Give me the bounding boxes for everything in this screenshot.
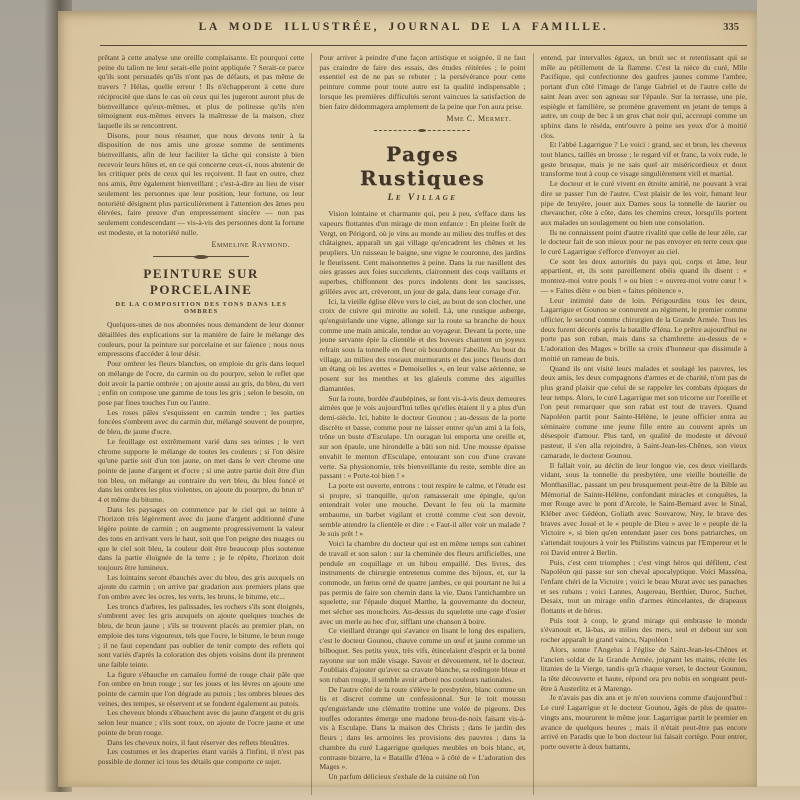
paragraph: Ici, la vieille église élève vers le ciel, au bout de son clocher, une croix de cuivre qui miroite au soleil. Là, une rustique auberge, qu'enguirlande une vigne, allonge sur la route sa branche de houx comme une main amicale, tendue au voyageur. Devant la porte, une jeune servante épie la clientèle et des buveurs chantent un joyeux refrain sous la tonnelle en fleur où bourdonne l'abeille. Au bout du village, au milieu des roseaux murmurants et des joncs fleuris dort un étang où les avettes « Demoiselles », en leur valse aérienne, se posent sur les menthes et les glaïeuls comme des aiguilles diamantées. xyxy=(319,296,526,393)
paragraph: Quelques-unes de nos abonnées nous demandent de leur donner détaillées des explications sur la manière de faire le mélange des couleurs, pour la peinture sur porcelaine et sur faïence ; nous nous empressons d'accéder à leur désir. xyxy=(98,320,305,359)
column-3 xyxy=(533,53,749,795)
section-subtitle: Le Village xyxy=(387,193,458,204)
paragraph: La figure s'ébauche en camaïeu formé de rouge chair pâle que l'on ombre en brun rouge ; sur les joues et les lèvres on ajoute une pointe de carmin que l'on dégrade au putois ; les ombres bleues des veines, des tempes, se réservent et se fondent également au putois. xyxy=(98,669,305,708)
paragraph: Ce vieillard étrange qui s'avance en lisant le long des espaliers, c'est le docteur Gounou, chauve comme un œuf et jaune comme un bilboquet. Ses petits yeux, très vifs, étincelaient d'esprit et la bonté rayonne sur son mâle visage. Savoir et dévouement, tel le docteur. J'oubliais d'ajouter qu'avec sa cravate blanche, sa redingote bleue et son ruban rouge, il semble avoir arboré nos couleurs nationales. xyxy=(319,626,526,684)
section-divider-ornament xyxy=(153,254,249,259)
paragraph: Pour arriver à peindre d'une façon artistique et soignée, il ne faut pas craindre de faire des essais, des études réitérées ; le point essentiel est de ne pas se rebuter ; la persévérance pour cette peinture comme pour toute autre est la qualité indispensable ; lorsque les premières difficultés seront vaincues la satisfaction de bien faire dédommagera amplement de la peine que l'on aura prise. xyxy=(319,53,526,111)
paragraph: entend, par intervalles égaux, un bruit sec et retentissant qui se mêle au pétillement de la flamme. C'est la nièce du curé, Mlle Pacifique, qui confectionne des gaufres jaunes comme l'ambre, portant d'un côté l'image de l'ange Gabriel et de l'autre celle de saint Jean avec son agneau sur l'épaule. Sur la terrasse, une pie, espiègle et familière, se promène gravement en jetant de temps à autre, un coup de bec à un gros chat noir qui, accroupi comme un sphinx dans le réséda, entr'ouvre à peine ses yeux d'or à moitié clos. xyxy=(540,53,747,140)
section-title: Pages Rustiques xyxy=(359,142,486,191)
paragraph: Pour ombrer les fleurs blanches, on emploie du gris dans lequel on mélange de l'ocre, du carmin ou du pourpre, selon le reflet que doit avoir la partie ombrée ; on ajoute aussi au gris, du bleu, du vert ; enfin on compose une gamme de tous les gris ; selon le besoin, on pose par fines touches l'un ou l'autre. xyxy=(98,359,305,407)
column-2 xyxy=(311,53,532,795)
paragraph: Voici la chambre du docteur qui est en même temps son cabinet de travail et son salon : sur la cheminée des fleurs artificielles, une pendule en coquillage et un hibou empaillé. Des livres, des instruments de chirurgie entretenus comme des bijoux, et, sur la commode, un fœtus orné de quatre jambes, ce qui pourtant ne lui a pas permis de faire son chemin dans la vie. Dans l'antichambre un squelette, sur l'épaule duquel Marthe, la gouvernante du docteur, met sécher ses mouchoirs. Au-dessus du squelette une cage d'osier avec un merle au bec d'or, sifflant une chanson à boire. xyxy=(319,539,526,626)
paragraph: Un parfum délicieux s'exhale de la cuisine où l'on xyxy=(328,772,480,781)
paragraph: La porte est ouverte, entrons : tout respire le calme, et l'étude est si propre, si tranquille, qu'on ramasserait une épingle, qu'on entendrait voler une mouche. Devant le feu où la marmite embaume, un barbet vigilant et crotté comme c'est son devoir, semble attendre la clientèle et dire : « Faut-il aller voir un malade ? Je suis prêt ! » xyxy=(319,480,526,539)
paragraph: Ce sont les deux autorités du pays qui, corps et âme, leur appartient, et, ils sont pareillement obéis quand ils disent : « montrez-moi votre pouls ! » ou bien : « ouvrez-moi votre cœur ! » — « Faites diète » ou bien « faites pénitence ». xyxy=(540,256,747,295)
paragraph: Dans les cheveux noirs, il faut réserver des reflets bleuâtres. xyxy=(107,737,290,747)
paragraph: Les lointains seront ébauchés avec du bleu, des gris auxquels on ajoute du carmin ; on arrive par gradation aux premiers plans que l'on ombre avec les ocres, les verts, les bruns, le bitume, etc... xyxy=(98,572,305,602)
masthead-rule xyxy=(100,45,747,46)
paragraph: Ils ne connaissent point d'autre rivalité que celle de leur zèle, car le docteur fait de son mieux pour ne pas envoyer en terre ceux que le curé Lagarrigue s'efforce d'envoyer au ciel. xyxy=(540,227,747,257)
paragraph: Le feuillage est extrêmement varié dans ses teintes ; le vert chrome supporte le mélange de toutes les couleurs ; si l'on désire qu'une partie soit d'un ton jaune, on met dans le vert chrome une pointe de jaune d'argent et d'ocre ; si une autre partie doit être d'un ton bleu, on mélange au contraire du vert bleu, du bleu foncé et dans les ombres les plus violentes, on ajoute du pourpre, du brun n° 4 et même du bitume. xyxy=(98,436,305,505)
paragraph: Il fallait voir, au déclin de leur longue vie, ces deux vieillards vidant, sous la tonnelle du presbytère, une vieille bouteille de Monthasillac, passant un peu brusquement peut-être de la Bible au Mémorial de Sainte-Hélène, confondant miracles et conquêtes, la mer Rouge avec le pont d'Arcole, le Saint-Bernard avec le Sinaï, Kléber avec Gédéon, Goliath avec Souvarow, Ney, le brave des braves avec Josué et le « peuple de Dieu » avec le « peuple de la Victoire », si bien qu'en entendant jaser ces bons patriarches, on s'attendait toujours à voir les Philistins vaincus par l'Empereur et le roi David entrer à Berlin. xyxy=(540,460,747,557)
page-number: 335 xyxy=(723,22,739,33)
paragraph: Vision lointaine et charmante qui, peu à peu, s'efface dans les vapeurs flottantes d'un mirage de mon enfance : En pleine forêt de Vergt, en Périgord, où je vins au monde au milieu des truffes et des châtaignes, apparaît un gai village qu'encadrent les chênes et les peupliers. Un ruisseau le baigne, une vigne le couronne, des jardins le fleurissent. Cent maisonnettes à peine. Dans la rue nasillent des oies grasses aux foies succulents, claironnent des coqs vaillants et superbes, chiffonnent des porcs indolents dont les saucisses, grillées avec art, crèveront, un jour de gala, dans leur corsage d'or. xyxy=(319,209,526,296)
scan-backdrop-right xyxy=(757,0,800,800)
paragraph: Les troncs d'arbres, les palissades, les rochers s'ils sont éloignés, s'ombrent avec les gris auxquels on ajoute quelques touches de bleu, de brun jaune ; s'ils se trouvent placés au premier plan, on emploie des tons vigoureux, tels que l'ocre, le bitume, le brun rouge ; il ne faut cependant pas oublier de tenir compte des reflets qui sont variés d'après la coloration des objets voisins dont ils prennent une faible teinte. xyxy=(98,601,305,669)
scanned-newspaper-page xyxy=(58,11,757,787)
paragraph: Je n'avais pas dix ans et je m'en souviens comme d'aujourd'hui : Le curé Lagarrigue et le docteur Gounou, âgés de plus de quatre-vingts ans, moururent le même jour. Lagarrigue partit le premier en avance de quelques heures ; mais il n'était peut-être pas encore arrivé en Paradis que le bon docteur lui faisait cortège. Pour entrer, porte ouverte à deux battants, xyxy=(540,693,747,751)
text-columns xyxy=(98,53,749,795)
paragraph: Leur intimité date de loin. Périgourdins tous les deux, Lagarrigue et Gounou se connurent au régiment, le premier comme officier, le second comme chirurgien de la Grande Armée. Tous les deux furent décorés après la bataille d'Iéna. Le prêtre aujourd'hui ne porte pas son ruban, mais dans sa chambrette au-dessus de « L'adoration des Mages » brille sa croix d'honneur que dissimule à moitié un rameau de buis. xyxy=(540,295,747,363)
journal-title: LA MODE ILLUSTRÉE, JOURNAL DE LA FAMILLE. xyxy=(198,21,609,33)
author-signature: Mme C. Mermet. xyxy=(446,114,512,124)
paragraph: Les costumes et les draperies étant variés à l'infini, il n'est pas possible de donner ici tous les détails que comporte ce sujet. xyxy=(98,747,305,766)
paragraph: Dans les paysages on commence par le ciel qui se teinte à l'horizon très légèrement avec du jaune d'argent additionné d'une légère pointe de carmin ; on augmente progressivement la valeur des tons en arrivant vers le haut, soit que l'on peigne des nuages ou que le ciel soit bleu, la couleur doit être beaucoup plus soutenue dans la partie éloignée de la terre ; je le répète, l'horizon doit toujours être lumineux. xyxy=(98,504,305,572)
paragraph: Les roses pâles s'esquissent en carmin tendre ; les parties foncées s'ombrent avec du carmin dur, mélangé souvent de pourpre, de bleu, de jaune d'ocre. xyxy=(98,407,305,437)
author-signature: Emmeline Raymond. xyxy=(211,240,291,250)
paragraph: De l'autre côté de la route s'élève le presbytère, blanc comme un lis et discret comme un confessionnal. Sur le toit moussu qu'enguirlande une clématite trottine une volée de pigeons. Des touffes odorantes émerge une madone brou-de-noix faisant vis-à-vis à Esculape. Dans la maison des Christs ; dans le jardin des fleurs ; dans les armoires les provisions des pauvres ; dans la chambre du curé Lagarrigue quelques meubles en bois blanc, et, contraste bizarre, la « Bataille d'Iéna » à côté de « L'adoration des Mages ». xyxy=(319,684,526,772)
masthead xyxy=(98,21,749,43)
article-subtitle: DE LA COMPOSITION DES TONS DANS LES OMBRES xyxy=(115,301,287,316)
paragraph: Puis tout à coup, le grand mirage qui embrasse le monde s'évanouit et, là-bas, au milieu des mers, seul et debout sur son rocher apparaît le grand vaincu, Napoléon ! xyxy=(540,615,747,645)
column-1 xyxy=(98,53,311,795)
paragraph: Et l'abbé Lagarrigue ? Le voici : grand, sec et brun, les cheveux tout blancs, taillés en brosse ; le regard vif et franc, la voix rude, le geste brusque, mais je ne sais quel air miséricordieux et doux transforme tout à coup ce visage singulièrement viril et martial. xyxy=(540,140,747,179)
section-divider-ornament xyxy=(374,128,470,133)
paragraph: Puis, c'est cent triomphes ; c'est vingt héros qui défilent, c'est Napoléon qui passe sur son cheval apocalyptique. Voici Masséna, l'enfant chéri de la Victoire ; voici le beau Murat avec ses panaches et ses rubans ; voici Lannes, Augereau, Berthier, Duroc, Suchet, Desaix, tout un mirage enfin d'armes étincelantes, de drapeaux flottants et de héros. xyxy=(540,557,747,616)
paragraph: Le docteur et le curé vivent en étroite amitié, ne pouvant à vrai dire se passer l'un de l'autre. C'est plaisir de les voir, fumant leur pipe de bruyère, jouer aux Dames sous la tonnelle de laurier ou chevaucher, côte à côte, dans les chemins creux, lorsqu'ils portent aux malades un soulagement ou bien une consolation. xyxy=(540,179,747,227)
paragraph: Disons, pour nous résumer, que nous devons tenir à la disposition de nos amis une grosse somme de sentiments bienveillants, afin de leur faciliter la tâche qui consiste à bien recevoir leurs hôtes et, en ce qui concerne ceux-ci, nous abstenir de les critiquer près de ceux qui les reçoivent. Il faut en outre, chez nos amis, être également bienveillant ; c'est-à-dire au lieu de viser seulement les personnes que leur position, leur fortune, ou leur notoriété désignent plus particulièrement à l'attention des âmes peu élevées, faire preuve d'un empressement sincère — non pas seulement condescendant — vis-à-vis des personnes dont la fortune est modeste, et la notoriété nulle. xyxy=(98,130,305,237)
paragraph: prêtant à cette analyse une oreille complaisante. Et pourquoi cette peine du talion ne leur serait-elle point appliquée ? Serait-ce parce qu'ils sont persuadés qu'ils n'ont pas de défauts, et pas même de travers ? Hélas, quelle erreur ! Ils n'échapperont à cette dure réciprocité que dans le cas où ceux qui les jugeront auront plus de bienveillance qu'eux-mêmes, et plus de politesse qu'ils n'en témoignent eux-mêmes envers la maîtresse de la maison, chez laquelle ils se rencontrent. xyxy=(98,53,305,130)
paragraph: Quand ils ont visité leurs malades et soulagé les pauvres, les deux amis, les deux compagnons d'armes et de charité, n'ont pas de plus grand plaisir que celui de se rappeler les combats épiques de leur temps. Alors, le curé Lagarrigue met son tricorne sur l'oreille et l'on peut remarquer que son rabat est tout de travers. Quand Napoléon partit pour Sainte-Hélène, le jeune officier entra au séminaire comme une jeune fille entre au couvent après un désespoir d'amour. Plus tard, en qualité de modeste et dévoué pasteur, il s'en alla rejoindre, à Saint-Jean-les-Chênes, son vieux camarade, le docteur Gounou. xyxy=(540,363,747,460)
paragraph: Sur la route, bordée d'aubépines, se font vis-à-vis deux demeures aimées que je vois aujourd'hui telles qu'elles étaient il y a plus d'un demi-siècle. Ici, habite le docteur Gounou ; au-dessus de la porte discrète et basse, comme pour ne laisser entrer qu'un ami à la fois, trône un buste d'Esculape. Un ouragan lui emporta une oreille et, sur son épaule, une hirondelle a bâti son nid. Une mousse épaisse envahit le menton d'Esculape, entourant son cou d'une cravate verte. Sa physionomie, très bienveillante du reste, semble dire au passant : « Porte-toi bien ! » xyxy=(319,393,526,481)
paragraph: Alors, sonne l'Angelus à l'église de Saint-Jean-les-Chênes et l'ancien soldat de la Grande Armée, joignant les mains, récite les litanies de la Vierge, tandis qu'à chaque verset, le docteur Gounou, la tête découverte et haute, répond ora pro nobis en songeant peut-être à Austerlitz et à Marengo. xyxy=(540,644,747,693)
paragraph: Les cheveux blonds s'ébauchent avec du jaune d'argent et du gris selon leur nuance ; s'ils sont roux, on ajoute de l'ocre jaune et une pointe de brun rouge. xyxy=(98,708,305,737)
article-title: PEINTURE SUR PORCELAINE xyxy=(143,266,259,298)
